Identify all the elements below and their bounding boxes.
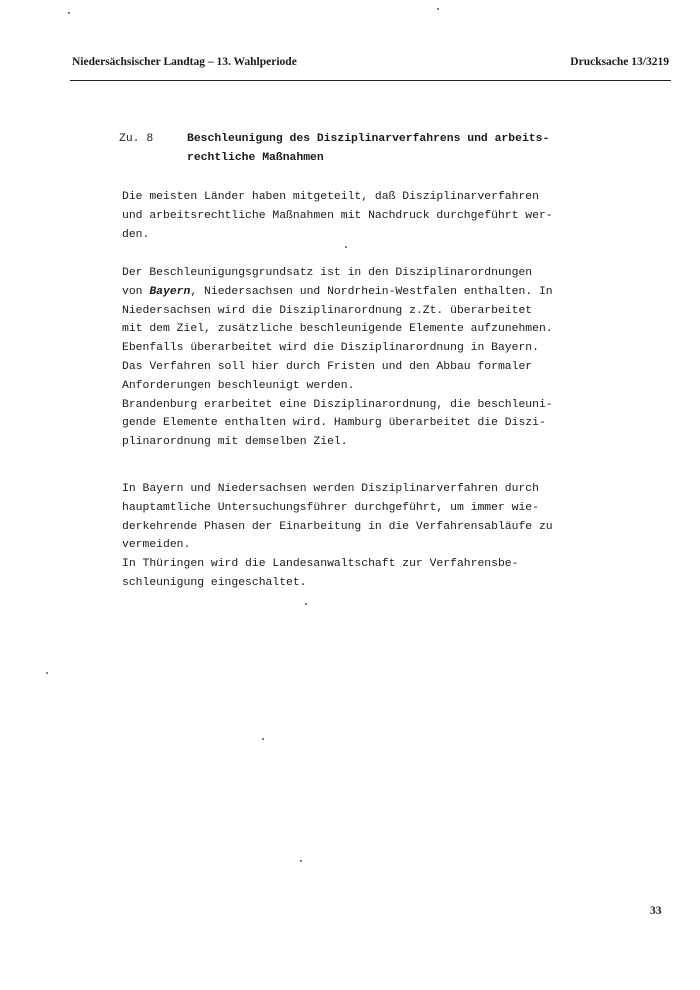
text-line: Brandenburg erarbeitet eine Disziplinarordnung, die beschleuni- [122,398,553,411]
header-rule [70,80,671,81]
text-line: In Thüringen wird die Landesanwaltschaft zur Verfahrensbe- [122,558,519,571]
header-document-number: Drucksache 13/3219 [570,56,669,68]
page-header [72,56,669,68]
scan-speck [262,738,264,740]
text-line: schleunigung eingeschaltet. [122,576,307,589]
scan-speck [437,8,439,10]
text-line: Anforderungen beschleunigt werden. [122,379,355,392]
text-line: Niedersachsen wird die Disziplinarordnung z.Zt. überarbeitet [122,304,533,317]
text-line: mit dem Ziel, zusätzliche beschleunigende Elemente aufzunehmen. [122,323,553,336]
scan-speck [68,12,70,14]
page-number: 33 [650,905,662,917]
text-line: Ebenfalls überarbeitet wird die Disziplinarordnung in Bayern. [122,342,539,355]
text-line: derkehrende Phasen der Einarbeitung in die Verfahrensabläufe zu [122,520,553,533]
text-line: den. [122,228,150,241]
text-line: Der Beschleunigungsgrundsatz ist in den Disziplinarordnungen [122,267,533,279]
text-line: vermeiden. [122,539,191,552]
scan-speck [46,672,48,674]
paragraph-2 [122,264,592,452]
text-line: Die meisten Länder haben mitgeteilt, daß Disziplinarverfahren [122,191,539,203]
text-segment: , Niedersachsen und Nordrhein-Westfalen enthalten. In [190,285,553,298]
section-title-line-1: Beschleunigung des Disziplinarverfahrens und arbeits- [187,133,550,145]
paragraph-1 [122,188,592,244]
emphasis-bayern: Bayern [149,285,191,298]
text-line: und arbeitsrechtliche Maßnahmen mit Nachdruck durchgeführt wer- [122,209,553,222]
section-heading [119,130,599,168]
scan-speck [345,246,347,248]
text-line: In Bayern und Niedersachsen werden Disziplinarverfahren durch [122,483,539,495]
section-title-line-2: rechtliche Maßnahmen [187,151,324,164]
section-title [187,130,599,168]
text-segment: von [122,285,150,298]
header-publication: Niedersächsischer Landtag – 13. Wahlperiode [72,56,297,68]
section-number: Zu. 8 [119,133,154,145]
text-line: plinarordnung mit demselben Ziel. [122,436,348,449]
scan-speck [305,603,307,605]
text-line [122,283,592,302]
text-line: Das Verfahren soll hier durch Fristen und den Abbau formaler [122,360,533,373]
text-line: hauptamtliche Untersuchungsführer durchgeführt, um immer wie- [122,501,539,514]
paragraph-3 [122,480,592,593]
scan-speck [300,860,302,862]
text-line: gende Elemente enthalten wird. Hamburg überarbeitet die Diszi- [122,417,546,430]
